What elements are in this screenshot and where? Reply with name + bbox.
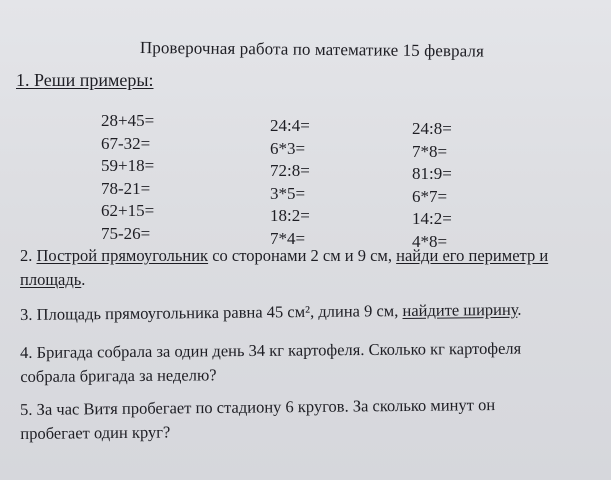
example-item: 6*7=: [412, 186, 448, 206]
task-4-line-2: собрала бригада за неделю?: [20, 365, 217, 386]
examples-column-3: [412, 118, 452, 253]
example-item: 59+18=: [101, 156, 155, 175]
task-2-underlined-find: найди его периметр и: [396, 246, 549, 265]
task-5-line-1: 5. За час Витя пробегает по стадиону 6 кругов. За сколько минут он: [20, 395, 496, 419]
section-1-number: 1.: [16, 70, 30, 90]
task-4: [20, 337, 522, 389]
example-item: 3*5=: [270, 183, 306, 203]
example-item: 6*3=: [270, 138, 306, 158]
examples-column-2: [270, 115, 310, 250]
examples-column-1: [101, 110, 154, 245]
task-4-line-1: 4. Бригада собрала за один день 34 кг картофеля. Сколько кг картофеля: [20, 338, 522, 362]
example-item: 24:4=: [270, 116, 310, 135]
task-2-underlined-area: площадь: [20, 270, 82, 289]
task-5-line-2: пробегает один круг?: [20, 422, 171, 443]
section-1-title: Реши примеры:: [34, 70, 154, 90]
task-2-line-1: 2. Построй прямоугольник со сторонами 2 см и 9 см, найди его периметр и: [20, 246, 549, 265]
example-item: 72:8=: [270, 161, 310, 180]
example-item: 81:9=: [412, 164, 452, 183]
task-3-text: 3. Площадь прямоугольника равна 45 см², длина 9 см,: [20, 300, 403, 324]
task-5: [20, 393, 495, 446]
example-item: 7*8=: [412, 141, 448, 161]
example-item: 24:8=: [412, 119, 452, 138]
example-item: 4*8=: [412, 231, 448, 251]
example-item: 67-32=: [101, 133, 151, 153]
example-item: 18:2=: [270, 206, 310, 225]
task-2-underlined-build: Построй прямоугольник: [36, 246, 209, 265]
example-item: 75-26=: [101, 223, 151, 243]
page-title: Проверочная работа по математике 15 февраля: [139, 38, 485, 61]
task-2: [20, 244, 548, 292]
example-item: 62+15=: [101, 201, 155, 220]
task-2-line-2: площадь.: [20, 270, 86, 289]
example-item: 14:2=: [412, 209, 452, 228]
task-3: 3. Площадь прямоугольника равна 45 см², длина 9 см, найдите ширину.: [20, 299, 522, 324]
task-3-underlined: найдите ширину: [402, 299, 518, 320]
example-item: 28+45=: [101, 111, 155, 130]
example-item: 7*4=: [270, 228, 306, 248]
example-item: 78-21=: [101, 178, 151, 198]
section-1-heading: [16, 70, 154, 91]
